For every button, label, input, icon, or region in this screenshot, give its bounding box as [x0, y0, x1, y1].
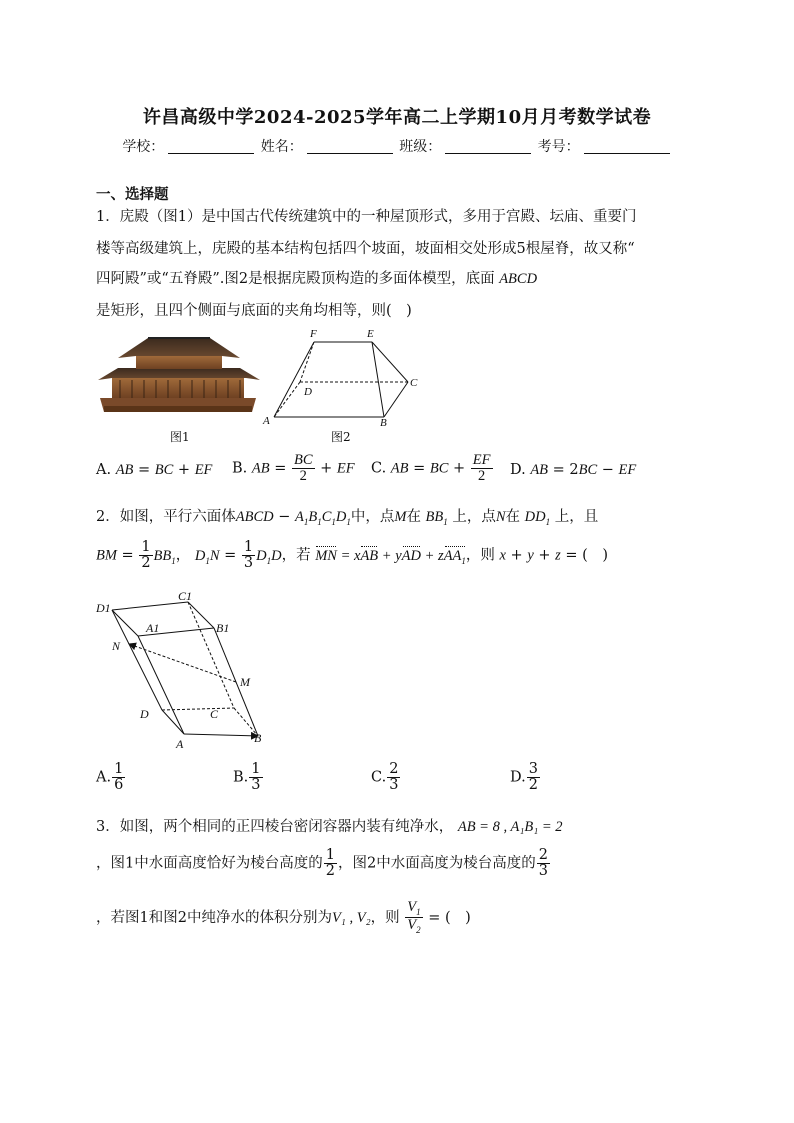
class-blank[interactable]: [445, 139, 531, 154]
q2-line-1-on: 上，点: [452, 509, 496, 525]
label-D: D: [140, 707, 149, 721]
school-blank[interactable]: [168, 139, 254, 154]
q3-line-3-end: = ( ): [428, 909, 471, 926]
q1-option-b-letter: B.: [232, 460, 252, 477]
q1-option-a[interactable]: A. AB = BC + EF: [96, 462, 213, 478]
palace-image: [96, 330, 262, 420]
q2-line-1-end: 上，且: [554, 509, 599, 525]
exam-number-blank[interactable]: [584, 139, 670, 154]
label-B: B: [380, 417, 387, 428]
q3-line-2-b: ，图2中水面高度为棱台高度的: [337, 855, 536, 872]
q1-line-2: 楼等高级建筑上，庑殿的基本结构包括四个坡面，坡面相交处形成5根屋脊，故又称“: [96, 241, 635, 257]
section-title: 一、选择题: [96, 186, 169, 203]
q2-option-b[interactable]: [233, 762, 264, 793]
q2-line-2: BM = $\frac{1}{2}$ $BB_1$， $D_1N$ = $\frac{1}{3}$ $D_1D$，若 MN = xAB + yAD + zAA$_1$，则 x + y + z = ( ): [96, 539, 608, 572]
q2-option-d-den: 2: [528, 777, 538, 794]
q2-option-b-den: 3: [251, 777, 261, 794]
q1-option-d[interactable]: D. AB = 2BC − EF: [510, 462, 637, 478]
student-info-row: [0, 136, 794, 156]
q3-half-den: 2: [325, 863, 335, 880]
q2-line-1-prefix: 2．如图，平行六面体: [96, 509, 236, 525]
q2-line-1: 2．如图，平行六面体ABCD − $A_1B_1C_1D_1$中，点M在 $BB_1$ 上，点N在 $DD_1$ 上，且: [96, 509, 599, 527]
label-B1: B1: [216, 621, 230, 635]
label-D1: D1: [96, 601, 111, 615]
q2-option-a[interactable]: [96, 762, 126, 793]
q2-point-m: M: [394, 509, 407, 525]
q2-line-1-mid: 中，点: [350, 509, 395, 525]
q1-line-4: 是矩形，且四个侧面与底面的夹角均相等，则( ): [96, 303, 412, 319]
q2-line-2-end: = ( ): [565, 547, 608, 564]
label-E: E: [367, 328, 374, 340]
name-blank[interactable]: [307, 139, 393, 154]
q1-option-c-letter: C.: [371, 460, 391, 477]
q3-line-1-math: AB = 8 , A₁B₁ = 2: [457, 819, 563, 835]
label-A: A: [176, 737, 184, 750]
q1-option-b[interactable]: B. AB = $\frac{BC}{2}$ + EF: [232, 452, 355, 485]
q3-line-3-a: ，若图1和图2中纯净水的体积分别为: [96, 909, 332, 926]
q1-line-3: [96, 267, 537, 288]
q1-option-d-letter: D.: [510, 462, 531, 478]
q2-option-a-num: 1: [114, 761, 124, 777]
q2-option-d-letter: D.: [510, 769, 526, 786]
q3-two-thirds-num: 2: [538, 847, 548, 863]
label-D: D: [304, 386, 312, 398]
figure-2-caption: 图2: [331, 430, 351, 444]
q2-option-a-den: 6: [114, 777, 124, 794]
q2-line-1-in2: 在: [505, 509, 521, 525]
label-N: N: [112, 639, 121, 653]
q3-line-1-text: 3．如图，两个相同的正四棱台密闭容器内装有纯净水，: [96, 819, 454, 835]
label-F: F: [310, 328, 317, 340]
label-C: C: [210, 707, 219, 721]
label-C1: C1: [178, 590, 193, 603]
q2-line-1-in: 在: [406, 509, 421, 525]
school-label: 学校：: [122, 139, 165, 155]
q1-option-c[interactable]: C. AB = BC + $\frac{EF}{2}$: [371, 452, 491, 485]
q2-option-d[interactable]: [510, 762, 541, 793]
q3-line-2-a: ，图1中水面高度恰好为棱台高度的: [96, 855, 323, 872]
q3-half-num: 1: [325, 847, 335, 863]
class-label: 班级：: [399, 139, 442, 155]
q1-line-3-text: 四阿殿”或“五脊殿”.图2是根据庑殿顶构造的多面体模型，底面: [96, 271, 495, 287]
q3-line-3-b: ，则: [370, 909, 400, 926]
q3-line-3: ，若图1和图2中纯净水的体积分别为V₁ , V₂，则 $\frac{V_1}{V_2}$ = ( ): [96, 899, 471, 936]
q2-option-c-den: 3: [389, 777, 399, 794]
label-A1: A1: [146, 621, 160, 635]
q2-line-2-ruo: ，若: [281, 547, 311, 564]
q3-two-thirds-den: 3: [538, 863, 548, 880]
q2-option-c-letter: C.: [371, 769, 387, 786]
q1-abcd: ABCD: [499, 271, 538, 287]
q1-line-1: 1．庑殿（图1）是中国古代传统建筑中的一种屋顶形式，多用于宫殿、坛庙、重要门: [96, 209, 637, 225]
label-C: C: [410, 377, 418, 389]
q2-option-b-num: 1: [251, 761, 261, 777]
parallelepiped-figure: [92, 590, 272, 750]
label-B: B: [254, 731, 262, 745]
q2-point-n: N: [495, 509, 506, 525]
polyhedron-figure: [260, 326, 425, 428]
q2-option-c-num: 2: [389, 761, 399, 777]
label-M: M: [240, 675, 250, 689]
q2-option-a-letter: A.: [96, 769, 112, 786]
figure-1-caption: 图1: [170, 430, 190, 444]
name-label: 姓名：: [260, 139, 303, 155]
q3-line-3-math: V₁ , V₂: [331, 909, 371, 926]
q2-option-d-num: 3: [528, 761, 538, 777]
label-A: A: [263, 415, 270, 427]
page-title: 许昌高级中学2024-2025学年高二上学期10月月考数学试卷: [142, 107, 652, 128]
q1-option-a-letter: A.: [96, 462, 116, 478]
q2-line-2-ze: ，则: [465, 547, 495, 564]
q3-line-1: [96, 815, 563, 836]
exam-number-label: 考号：: [537, 139, 580, 155]
q3-line-2: [96, 848, 551, 879]
q2-option-c[interactable]: [371, 762, 401, 793]
q2-option-b-letter: B.: [233, 769, 249, 786]
